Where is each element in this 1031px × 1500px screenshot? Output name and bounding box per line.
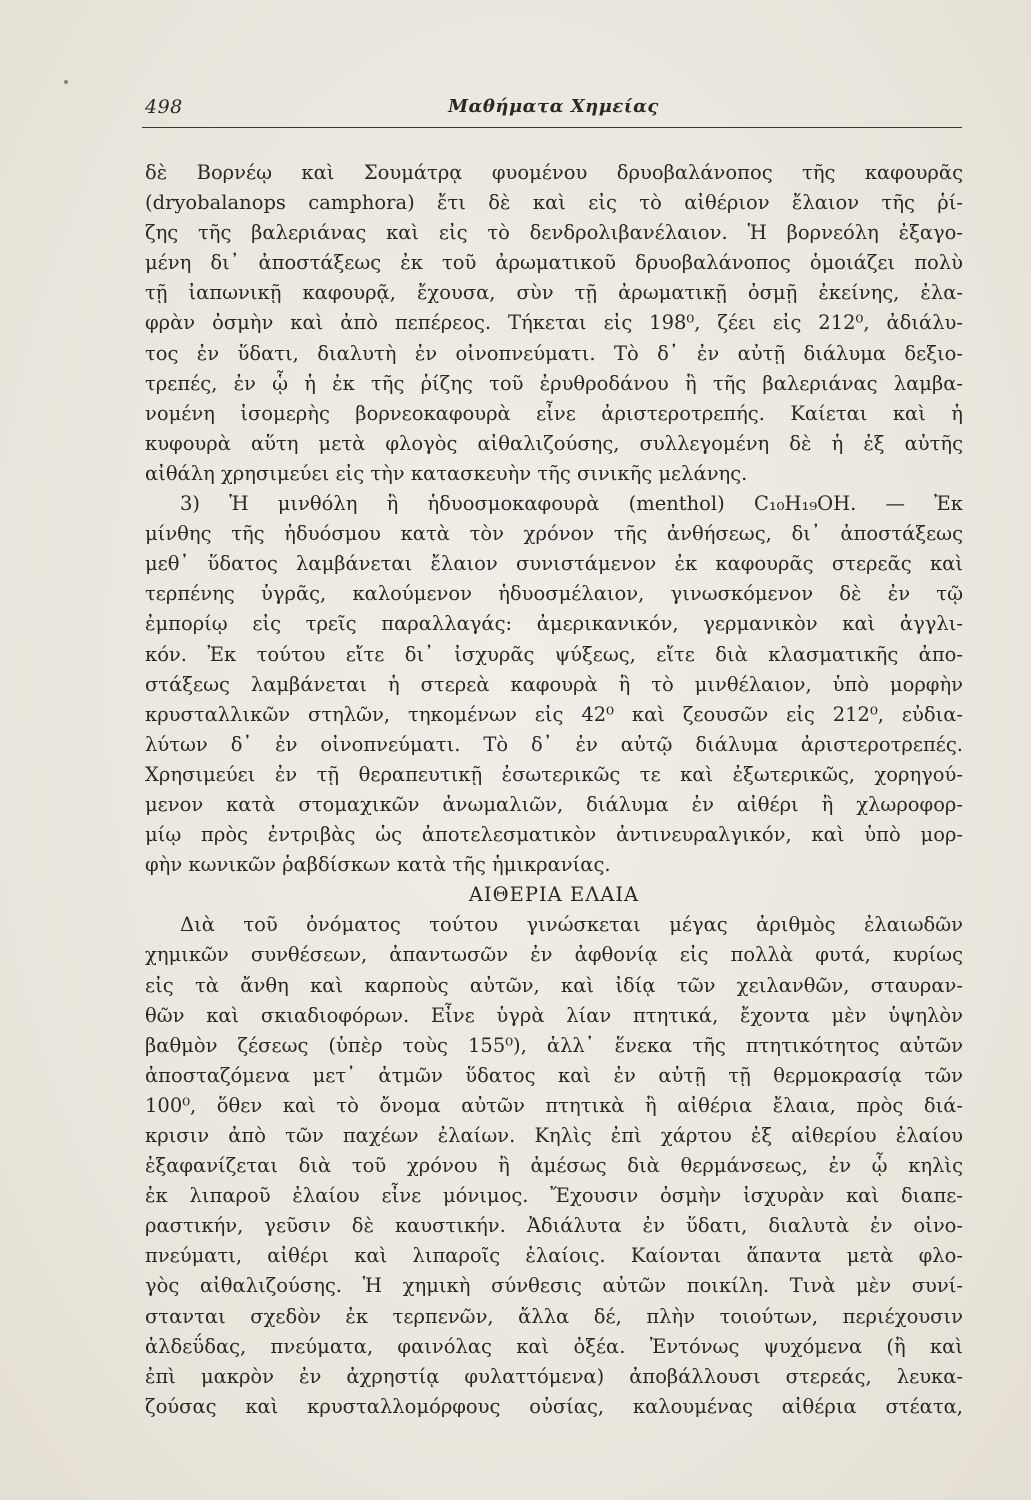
text-line: αἰθάλη χρησιμεύει εἰς τὴν κατασκευὴν τῆς σινικῆς μελάνης. — [145, 461, 748, 485]
text-line: 100⁰, ὅθεν καὶ τὸ ὄνομα αὐτῶν πτητικὰ ἢ αἰθέρια ἔλαια, πρὸς διά- — [145, 1093, 963, 1117]
page-number: 498 — [145, 96, 183, 118]
text-line: τῇ ἰαπωνικῇ καφουρᾷ, ἔχουσα, σὺν τῇ ἀρωματικῇ ὀσμῇ ἐκείνης, ἐλα- — [145, 281, 963, 305]
text-line: θῶν καὶ σκιαδιοφόρων. Εἶνε ὑγρὰ λίαν πτητικά, ἔχοντα μὲν ὑψηλὸν — [145, 1003, 963, 1027]
page-header — [145, 96, 962, 126]
header-rule — [142, 127, 962, 128]
text-line: νομένη ἰσομερὴς βορνεοκαφουρὰ εἶνε ἀριστεροτρεπής. Καίεται καὶ ἡ — [145, 401, 963, 425]
text-line: ἐμπορίῳ εἰς τρεῖς παραλλαγάς: ἀμερικανικόν, γερμανικὸν καὶ ἀγγλι- — [145, 612, 963, 636]
text-line: βαθμὸν ζέσεως (ὑπὲρ τοὺς 155⁰), ἀλλ᾽ ἕνεκα τῆς πτητικότητος αὐτῶν — [145, 1033, 963, 1057]
text-line: ραστικήν, γεῦσιν δὲ καυστικήν. Ἀδιάλυτα ἐν ὕδατι, διαλυτὰ ἐν οἰνο- — [145, 1214, 963, 1238]
text-line: 3) Ἡ μινθόλη ἢ ἡδυοσμοκαφουρὰ (menthol) C₁₀H₁₉OH. — Ἐκ — [180, 492, 963, 516]
text-line: τος ἐν ὕδατι, διαλυτὴ ἐν οἰνοπνεύματι. Τὸ δ᾽ ἐν αὐτῇ διάλυμα δεξιο- — [145, 341, 963, 365]
text-line: τρεπές, ἐν ᾧ ἡ ἐκ τῆς ῥίζης τοῦ ἐρυθροδάνου ἢ τῆς βαλεριάνας λαμβα- — [145, 371, 963, 395]
text-line: κόν. Ἐκ τούτου εἴτε δι᾽ ἰσχυρᾶς ψύξεως, εἴτε διὰ κλασματικῆς ἀπο- — [145, 642, 963, 666]
text-line: μένη δι᾽ ἀποστάξεως ἐκ τοῦ ἀρωματικοῦ δρυοβαλάνοπος ὁμοιάζει πολὺ — [145, 251, 963, 275]
text-line: εἰς τὰ ἄνθη καὶ καρποὺς αὐτῶν, καὶ ἰδίᾳ τῶν χειλανθῶν, σταυραν- — [145, 973, 963, 997]
page-speck — [64, 80, 68, 84]
text-line: ἐκ λιπαροῦ ἐλαίου εἶνε μόνιμος. Ἔχουσιν ὀσμὴν ἰσχυρὰν καὶ διαπε- — [145, 1184, 963, 1208]
text-line: δὲ Βορνέῳ καὶ Σουμάτρᾳ φυομένου δρυοβαλάνοπος τῆς καφουρᾶς — [145, 161, 963, 184]
text-line: κυφουρὰ αὕτη μετὰ φλογὸς αἰθαλιζούσης, συλλεγομένη δὲ ἡ ἐξ αὐτῆς — [145, 431, 963, 455]
text-line: ἀλδεΰδας, πνεύματα, φαινόλας καὶ ὀξέα. Ἐντόνως ψυχόμενα (ἢ καὶ — [145, 1334, 963, 1358]
text-line: (dryobalanops camphora) ἔτι δὲ καὶ εἰς τὸ αἰθέριον ἔλαιον τῆς ῥί- — [145, 191, 963, 215]
text-line: Χρησιμεύει ἐν τῇ θεραπευτικῇ ἐσωτερικῶς τε καὶ ἐξωτερικῶς, χορηγού- — [145, 762, 963, 786]
text-line: λύτων δ᾽ ἐν οἰνοπνεύματι. Τὸ δ᾽ ἐν αὐτῷ διάλυμα ἀριστεροτρεπές. — [145, 732, 963, 756]
text-line: φρὰν ὀσμὴν καὶ ἀπὸ πεπέρεος. Τήκεται εἰς 198⁰, ζέει εἰς 212⁰, ἀδιάλυ- — [145, 311, 963, 335]
text-line: ζης τῆς βαλεριάνας καὶ εἰς τὸ δενδρολιβανέλαιον. Ἡ βορνεόλη ἐξαγο- — [145, 221, 963, 245]
text-line: μίῳ πρὸς ἐντριβὰς ὡς ἀποτελεσματικὸν ἀντινευραλγικόν, καὶ ὑπὸ μορ- — [145, 823, 963, 847]
body-text — [145, 158, 963, 1422]
text-line: στανται σχεδὸν ἐκ τερπενῶν, ἄλλα δέ, πλὴν τοιούτων, περιέχουσιν — [145, 1304, 963, 1328]
text-line: ζούσας καὶ κρυσταλλομόρφους οὐσίας, καλουμένας αἰθέρια στέατα, — [145, 1394, 963, 1418]
text-line: γὸς αἰθαλιζούσης. Ἡ χημικὴ σύνθεσις αὐτῶν ποικίλη. Τινὰ μὲν συνί- — [145, 1274, 963, 1298]
text-line: μενον κατὰ στομαχικῶν ἀνωμαλιῶν, διάλυμα ἐν αἰθέρι ἢ χλωροφορ- — [145, 792, 963, 816]
text-line: κρυσταλλικῶν στηλῶν, τηκομένων εἰς 42⁰ καὶ ζεουσῶν εἰς 212⁰, εὐδια- — [145, 702, 963, 726]
text-line: ἐξαφανίζεται διὰ τοῦ χρόνου ἢ ἀμέσως διὰ θερμάνσεως, ἐν ᾧ κηλὶς — [145, 1154, 963, 1178]
text-line: χημικῶν συνθέσεων, ἀπαντωσῶν ἐν ἀφθονίᾳ εἰς πολλὰ φυτά, κυρίως — [145, 943, 963, 967]
text-line: τερπένης ὑγρᾶς, καλούμενον ἡδυοσμέλαιον, γινωσκόμενον δὲ ἐν τῷ — [145, 582, 963, 606]
text-line: Διὰ τοῦ ὀνόματος τούτου γινώσκεται μέγας ἀριθμὸς ἐλαιωδῶν — [180, 913, 963, 937]
text-line: ἐπὶ μακρὸν ἐν ἀχρηστίᾳ φυλαττόμενα) ἀποβάλλουσι στερεάς, λευκα- — [145, 1364, 963, 1388]
text-line: μίνθης τῆς ἡδυόσμου κατὰ τὸν χρόνον τῆς ἀνθήσεως, δι᾽ ἀποστάξεως — [145, 522, 963, 546]
text-line: μεθ᾽ ὕδατος λαμβάνεται ἔλαιον συνιστάμενον ἐκ καφουρᾶς στερεᾶς καὶ — [145, 552, 963, 576]
text-line: στάξεως λαμβάνεται ἡ στερεὰ καφουρὰ ἢ τὸ μινθέλαιον, ὑπὸ μορφὴν — [145, 672, 963, 696]
text-line: φὴν κωνικῶν ῥαβδίσκων κατὰ τῆς ἡμικρανίας. — [145, 853, 611, 877]
running-title: Μαθήματα Χημείας — [448, 96, 659, 117]
text-line: πνεύματι, αἰθέρι καὶ λιπαροῖς ἐλαίοις. Καίονται ἅπαντα μετὰ φλο- — [145, 1244, 963, 1268]
text-line: ἀποσταζόμενα μετ᾽ ἀτμῶν ὕδατος καὶ ἐν αὐτῇ τῇ θερμοκρασίᾳ τῶν — [145, 1063, 963, 1087]
text-line: κρισιν ἀπὸ τῶν παχέων ἐλαίων. Κηλὶς ἐπὶ χάρτου ἐξ αἰθερίου ἐλαίου — [145, 1124, 963, 1147]
section-heading: ΑΙΘΕΡΙΑ ΕΛΑΙΑ — [468, 883, 640, 907]
